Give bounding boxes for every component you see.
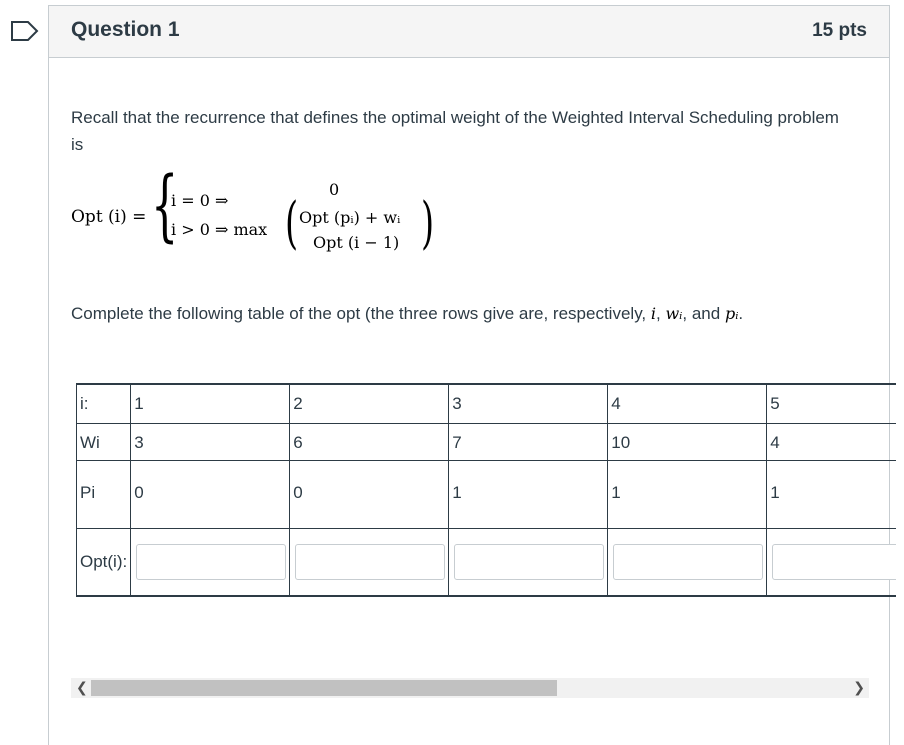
formula-paren-left: ( (285, 191, 299, 256)
scroll-right-icon[interactable]: ❯ (853, 679, 865, 695)
instruction-var-w: wᵢ (665, 304, 683, 323)
scroll-left-icon[interactable]: ❮ (76, 679, 88, 695)
formula-case-2: i > 0 ⇒ max (171, 220, 268, 239)
horizontal-scrollbar[interactable] (71, 678, 869, 698)
row-label: Opt(i): (77, 528, 131, 596)
opt-table-scroll-area[interactable] (76, 383, 896, 603)
bookmark-flag-icon[interactable] (10, 20, 40, 42)
question-title: Question 1 (71, 18, 180, 41)
table-row-opt (77, 528, 897, 596)
table-cell: 1 (449, 460, 608, 528)
formula-max-row-1: Opt (pᵢ) + wᵢ (299, 208, 401, 227)
table-cell: 2 (290, 384, 449, 423)
table-cell: 1 (608, 460, 767, 528)
instruction-text: Complete the following table of the opt (the three rows give are, respectively, i, wᵢ, and pᵢ. (71, 304, 744, 323)
instruction-var-p: pᵢ (724, 304, 739, 323)
table-cell: 0 (290, 460, 449, 528)
table-cell: 4 (608, 384, 767, 423)
table-row-p (77, 460, 897, 528)
table-cell: 3 (131, 423, 290, 460)
question-points: 15 pts (812, 20, 867, 41)
instruction-var-i: i (650, 304, 657, 323)
table-cell: 1 (767, 460, 896, 528)
table-row-i (77, 384, 897, 423)
opt-answer-input-2[interactable] (295, 544, 445, 580)
instruction-main: Complete the following table of the opt (the three rows give are, respectively, (71, 304, 647, 323)
table-cell: 1 (131, 384, 290, 423)
opt-answer-input-1[interactable] (136, 544, 286, 580)
opt-table (76, 383, 896, 597)
formula-case-1: i = 0 ⇒ (171, 191, 229, 210)
opt-answer-input-5[interactable] (772, 544, 896, 580)
question-intro: Recall that the recurrence that defines the optimal weight of the Weighted Interval Scheduling problem is (71, 108, 839, 154)
table-cell: 0 (131, 460, 290, 528)
formula-brace: { (151, 161, 179, 251)
formula-max-row-2: Opt (i − 1) (313, 233, 400, 252)
question-header (49, 6, 889, 58)
formula-zero: 0 (329, 180, 340, 199)
scrollbar-thumb[interactable] (91, 680, 557, 696)
formula-paren-right: ) (421, 191, 435, 256)
table-cell: 4 (767, 423, 896, 460)
opt-answer-input-3[interactable] (454, 544, 604, 580)
formula-lhs: Opt (i) = (71, 207, 147, 227)
row-label: i: (77, 384, 131, 423)
table-cell: 7 (449, 423, 608, 460)
row-label: Wi (77, 423, 131, 460)
table-cell: 6 (290, 423, 449, 460)
table-row-w (77, 423, 897, 460)
recurrence-formula (71, 161, 491, 261)
table-cell: 10 (608, 423, 767, 460)
opt-answer-input-4[interactable] (613, 544, 763, 580)
question-card (48, 5, 890, 745)
row-label: Pi (77, 460, 131, 528)
table-cell: 3 (449, 384, 608, 423)
table-cell: 5 (767, 384, 896, 423)
